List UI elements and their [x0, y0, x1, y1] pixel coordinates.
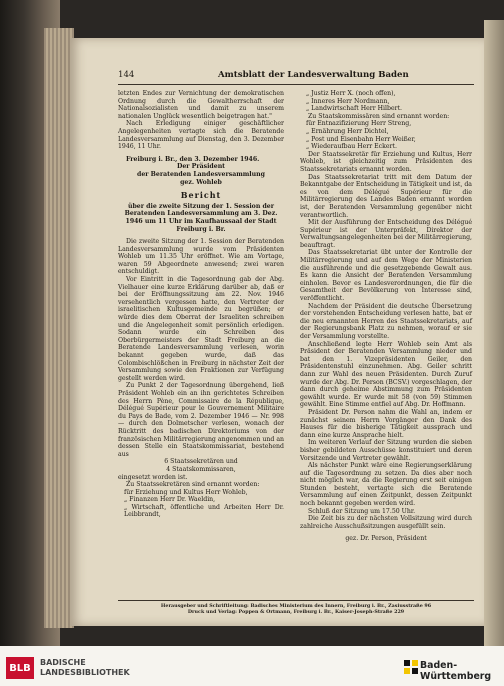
- paragraph: eingesetzt worden ist.: [118, 473, 188, 481]
- journal-title: Amtsblatt der Landesverwaltung Baden: [218, 70, 409, 80]
- right-page-edge: [484, 20, 504, 646]
- library-name-line: BADISCHE: [40, 658, 86, 667]
- list-item: „ Inneres Herr Nordmann,: [306, 97, 390, 105]
- paragraph: Die zweite Sitzung der 1. Session der Beratenden Landesversammlung wurde vom Präsidenten Wohleb um 11.35 Uhr eröffnet. Wie am Vortage, waren 59 Abgeordnete anwesend; zwei waren entschuldigt.: [118, 238, 284, 276]
- paragraph: Im weiteren Verlauf der Sitzung wurden die sieben bisher gebildeten Ausschüsse konstituiert und deren Vorsitzende und Vertreter gewählt.: [300, 439, 472, 462]
- document-page: [70, 38, 484, 626]
- paragraph: Zu Staatskommissären sind ernannt worden:: [308, 112, 450, 120]
- paragraph: Das Staatssekretariat tritt mit dem Datum der Bekanntgabe der Entscheidung in Tätigkeit und ist, da es von dem Délégué Supérieur für die Militärregierung des Landes Baden ernannt worden ist, der Beratenden Versammlung gegenüber nicht verantwortlich.: [300, 173, 472, 219]
- signature-title: Der Präsident: [176, 163, 226, 171]
- paragraph: Das Staatssekretariat übt unter der Kontrolle der Militärregierung und auf dem Wege der Ministerien die ausführende und die gesetzgebende Gewalt aus. Es kann die Ansicht der Beratenden Versammlung einholen. Bevor es Landesverordnungen, die für die Gesamtheit der Bevölkerung von Interesse sind, veröffentlicht.: [300, 249, 472, 303]
- page-number: 144: [118, 70, 135, 80]
- state-name[interactable]: Baden-Württemberg: [420, 660, 492, 682]
- paragraph: Präsident Dr. Person nahm die Wahl an, indem er zunächst seinem Herrn Vorgänger den Dank des Hauses für die bisherige Tätigkeit aussprach und dann eine kurze Ansprache hielt.: [300, 408, 472, 439]
- report-heading: Bericht: [180, 190, 222, 201]
- imprint-line: Herausgeber und Schriftleitung: Badisches Ministerium des Innern, Freiburg i. Br., Zasiusstraße 96: [160, 603, 432, 609]
- footer-rule: [118, 600, 474, 601]
- secretary-list: [118, 489, 284, 519]
- blb-logo-icon[interactable]: BLB: [6, 657, 34, 679]
- left-column: [118, 90, 284, 519]
- paragraph: Die Zeit bis zu der nächsten Vollsitzung wird durch zahlreiche Ausschußsitzungen ausgefüllt sein.: [300, 515, 472, 530]
- paragraph: letzten Endes zur Vernichtung der demokratischen Ordnung durch die Gewaltherrschaft der Nationalsozialisten und damit zu unserem nationalen Unglück wesentlich beigetragen hat.": [118, 90, 284, 120]
- paragraph: Anschließend legte Herr Wohleb sein Amt als Präsident der Beratenden Versammlung nieder und bat den 1. Vizepräsidenten Geiler, den Präsidentenstuhl einzunehmen. Abg. Geiler schritt dann zur Wahl des neuen Präsidenten. Durch Zuruf wurde der Abg. Dr. Person (BCSV.) vorgeschlagen, der dann durch geheime Abstimmung zum Präsidenten gewählt wurde. Er wurde mit 58 (von 59) Stimmen gewählt. Eine Stimme entfiel auf Abg. Dr. Hoffmann.: [300, 340, 472, 409]
- bw-state-logo-icon: [404, 660, 418, 674]
- page-header: [118, 70, 474, 85]
- list-item: „ Wiederaufbau Herr Eckert.: [306, 143, 397, 151]
- signature: gez. Dr. Person, Präsident: [345, 535, 427, 543]
- list-item: „ Landwirtschaft Herr Hilbert.: [306, 105, 403, 113]
- list-item: für Erziehung und Kultus Herr Wohleb,: [124, 488, 248, 496]
- library-footer-bar: [0, 646, 504, 686]
- library-name-line: LANDESBIBLIOTHEK: [40, 668, 130, 677]
- list-item: „ Ernährung Herr Dichtel,: [306, 127, 389, 135]
- report-subheading: über die zweite Sitzung der 1. Session der Beratenden Landesversammlung am 3. Dez. 1946 um 11 Uhr im Kaufhaussaal der Stadt Freiburg i. Br.: [124, 202, 278, 233]
- imprint: [118, 603, 474, 615]
- list-item: für Entnazifizierung Herr Streng,: [306, 120, 412, 128]
- library-name: [40, 658, 130, 678]
- paragraph: Nach Erledigung einiger geschäftlicher Angelegenheiten vertagte sich die Beratende Landesversammlung auf Dienstag, den 3. Dezember 1946, 11 Uhr.: [118, 120, 284, 151]
- list-item: 6 Staatssekretären und: [164, 458, 238, 466]
- right-column: [300, 90, 472, 543]
- list-item: „ Finanzen Herr Dr. Waeldin,: [124, 496, 216, 504]
- list-item: „ Wirtschaft, öffentliche und Arbeiten Herr Dr. Leibbrandt,: [124, 503, 284, 519]
- date-line: Freiburg i. Br., den 3. Dezember 1946.: [126, 155, 260, 163]
- commissioner-list: [300, 120, 472, 150]
- list-item: „ Post und Eisenbahn Herr Weißer,: [306, 135, 416, 143]
- paragraph: Nachdem der Präsident die deutsche Übersetzung der vorstehenden Entscheidung verlesen hatte, bat er die neu ernannten Herren des Staatssekretariats, auf der Regierungsbank Platz zu nehmen, worauf er sie der Versammlung vorstellte.: [300, 302, 472, 340]
- paragraph: Der Staatssekretär für Erziehung und Kultus, Herr Wohleb, ist gleichzeitig zum Präsidenten des Staatssekretariats ernannt worden.: [300, 150, 472, 173]
- imprint-line: Druck und Verlag: Poppen & Ortmann, Freiburg i. Br., Kaiser-Joseph-Straße 229: [187, 609, 405, 615]
- list-item: 4 Staatskommissaren,: [166, 465, 236, 473]
- paragraph: Zu Staatssekretären sind ernannt worden:: [126, 481, 260, 489]
- paragraph: Mit der Ausführung der Entscheidung des Délégué Supérieur ist der Unterpräfekt, Direktor der Verwaltungsangelegenheiten bei der Militärregierung, beauftragt.: [300, 219, 472, 249]
- list-item: „ Justiz Herr X. (noch offen),: [306, 90, 396, 97]
- signature-name: gez. Wohleb: [180, 178, 222, 186]
- secretary-list-cont: [300, 90, 472, 113]
- paragraph: Vor Eintritt in die Tagesordnung gab der Abg. Vielhauer eine kurze Erklärung darüber ab, daß er bei der Eröffnungssitzung am 22. Nov. 1946 versehentlich vergessen hatte, den Vertreter der israelitischen Kultusgemeinde zu begrüßen; er würde dies dem Oberrat der Israeliten schreiben und die Angelegenheit somit persönlich erledigen. Sodann wurde ein Schreiben des Oberbürgermeisters der Stadt Freiburg an die Beratende Landesversammlung verlesen, worin bekannt gegeben wurde, daß das Colombischlößchen in Freiburg in nächster Zeit der Versammlung sowie den Fraktionen zur Verfügung gestellt werden wird.: [118, 276, 284, 382]
- signature-title: der Beratenden Landesversammlung: [137, 170, 265, 178]
- paragraph: Schluß der Sitzung um 17.50 Uhr.: [308, 507, 416, 515]
- paragraph: Als nächster Punkt wäre eine Regierungserklärung auf die Tagesordnung zu setzen. Da dies aber noch nicht möglich war, da die Regierung erst seit einigen Stunden besteht, vertagte sich die Beratende Versammlung auf einen Zeitpunkt, dessen Zeitpunkt noch bekannt gegeben werden wird.: [300, 462, 472, 508]
- paragraph: Zu Punkt 2 der Tagesordnung übergehend, ließ Präsident Wohleb ein an ihn gerichtetes Schreiben des Herrn Pène, Commissaire de la République, Délégué Supérieur pour le Gouvernement Militaire du Pays de Bade, vom 2. Dezember 1946 — Nr. 998 — durch den Dolmetscher verlesen, wonach der Rücktritt des badischen Direktoriums von der französischen Militärregierung angenommen und an dessen Stelle ein Staatskommissariat, bestehend aus: [118, 382, 284, 458]
